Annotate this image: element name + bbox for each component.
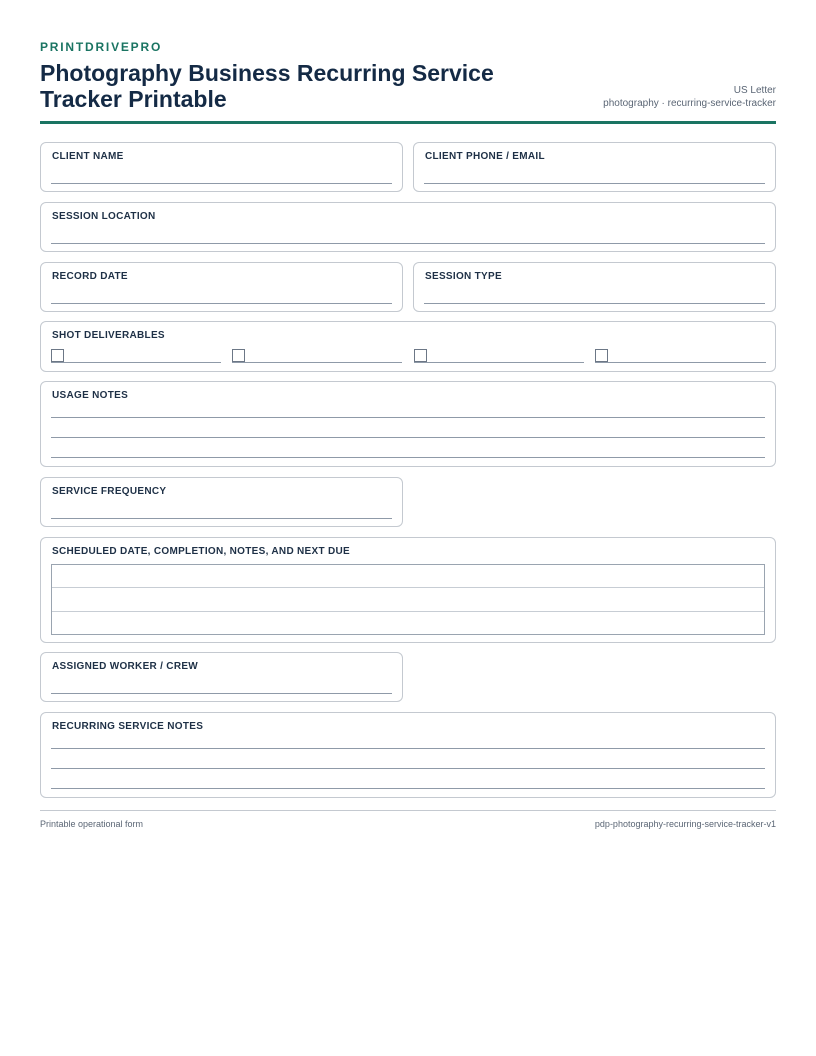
assigned-worker-field (40, 652, 403, 702)
deliverable-checkbox-4[interactable] (595, 349, 608, 362)
session-location-input-line[interactable] (51, 243, 765, 244)
client-name-field (40, 142, 403, 192)
shot-deliverables-label: SHOT DELIVERABLES (52, 330, 165, 341)
record-date-field (40, 262, 403, 312)
deliverable-checkbox-1[interactable] (51, 349, 64, 362)
schedule-table-label: SCHEDULED DATE, COMPLETION, NOTES, AND NEXT DUE (52, 546, 351, 557)
deliverable-line-2[interactable] (232, 362, 402, 363)
recurring-notes-line-1[interactable] (51, 748, 765, 749)
assigned-worker-input-line[interactable] (51, 693, 392, 694)
session-type-label: SESSION TYPE (425, 271, 502, 282)
recurring-notes-field (40, 712, 776, 798)
footer-left-text: Printable operational form (40, 819, 144, 829)
page-footer (40, 810, 776, 829)
recurring-notes-line-2[interactable] (51, 768, 765, 769)
schedule-table-field (40, 537, 776, 643)
assigned-worker-label: ASSIGNED WORKER / CREW (52, 661, 199, 672)
client-name-label: CLIENT NAME (52, 151, 124, 162)
client-contact-input-line[interactable] (424, 183, 765, 184)
record-date-label: RECORD DATE (52, 271, 128, 282)
session-type-field (413, 262, 776, 312)
schedule-table (51, 564, 765, 635)
service-frequency-input-line[interactable] (51, 518, 392, 519)
page-title: Photography Business Recurring Service Tracker Printable (40, 60, 494, 112)
session-location-field (40, 202, 776, 252)
deliverable-checkbox-3[interactable] (414, 349, 427, 362)
deliverable-checkbox-2[interactable] (232, 349, 245, 362)
service-frequency-label: SERVICE FREQUENCY (52, 486, 167, 497)
usage-notes-field (40, 381, 776, 467)
usage-notes-label: USAGE NOTES (52, 390, 129, 401)
brand-name: PRINTDRIVEPRO (40, 40, 163, 54)
client-name-input-line[interactable] (51, 183, 392, 184)
usage-notes-line-1[interactable] (51, 417, 765, 418)
paper-size: US Letter (733, 85, 776, 96)
table-row[interactable] (52, 612, 764, 635)
page-header (40, 54, 776, 124)
client-contact-label: CLIENT PHONE / EMAIL (425, 151, 545, 162)
session-location-label: SESSION LOCATION (52, 211, 156, 222)
deliverable-line-1[interactable] (51, 362, 221, 363)
client-contact-field (413, 142, 776, 192)
usage-notes-line-3[interactable] (51, 457, 765, 458)
footer-right-text: pdp-photography-recurring-service-tracker-v1 (594, 819, 776, 829)
recurring-notes-label: RECURRING SERVICE NOTES (52, 721, 204, 732)
deliverable-line-3[interactable] (414, 362, 584, 363)
service-frequency-field (40, 477, 403, 527)
usage-notes-line-2[interactable] (51, 437, 765, 438)
record-date-input-line[interactable] (51, 303, 392, 304)
shot-deliverables-field (40, 321, 776, 372)
table-row[interactable] (52, 565, 764, 588)
table-row[interactable] (52, 588, 764, 611)
session-type-input-line[interactable] (424, 303, 765, 304)
page-tags: photography · recurring-service-tracker (603, 98, 776, 109)
form-page (40, 40, 776, 124)
deliverable-line-4[interactable] (595, 362, 766, 363)
recurring-notes-line-3[interactable] (51, 788, 765, 789)
page-meta (603, 84, 776, 110)
